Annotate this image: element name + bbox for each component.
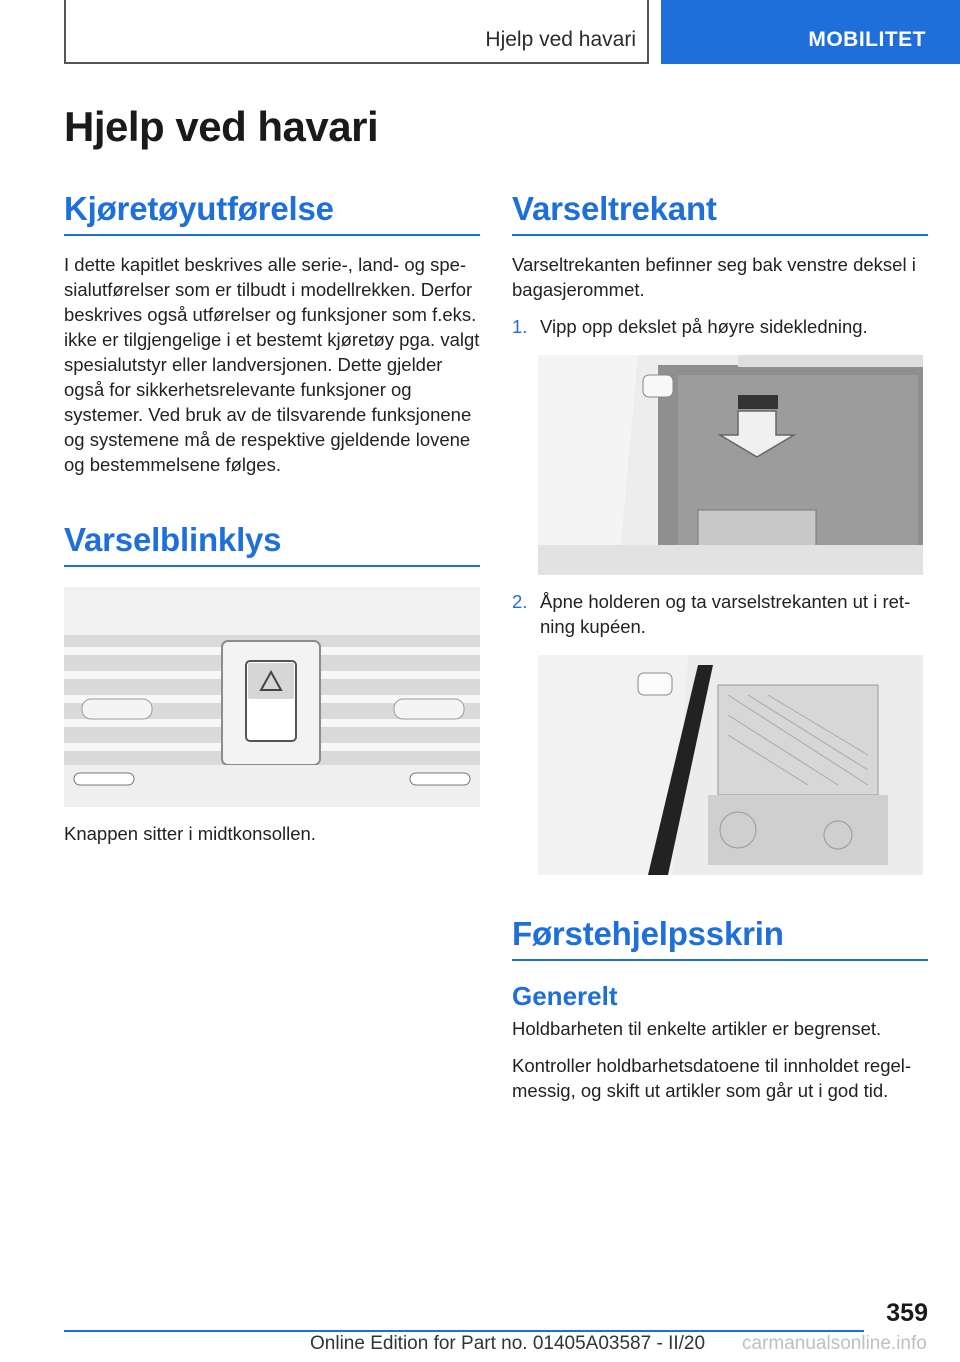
heading-hazard-lights: Varselblinklys — [64, 521, 480, 567]
footer-rule — [64, 1330, 864, 1332]
header-section-title: Hjelp ved havari — [485, 28, 636, 51]
page-title: Hjelp ved havari — [64, 103, 379, 150]
right-column — [512, 190, 928, 1103]
hazard-button-illustration — [64, 587, 480, 807]
left-column — [64, 190, 480, 846]
first-aid-shelf-life: Holdbarheten til enkelte artikler er begrenset. — [512, 1018, 882, 1039]
step-1-text: Vipp opp dekslet på høyre sidekledning. — [540, 316, 868, 337]
triangle-holder-illustration — [538, 655, 923, 875]
heading-vehicle-version: Kjøretøyutførelse — [64, 190, 480, 236]
vehicle-version-text: I dette kapitlet beskrives alle serie-, land- og spesialutførelser som er tilbudt i modellrekken. Derfor beskrives også utførelser og funksjoner som f.eks. ikke er tilgjengelige i et bestemt kjøretøy pga. valgt spesialutstyr eller landversjonen. Dette gjelder også for sikkerhetsrelevante funksjoner og systemer. Ved bruk av de tilsvarende funksjonene og systemene må de respektive gjeldende lovene og bestemmelsene følges. — [64, 254, 480, 475]
hazard-button-caption: Knappen sitter i midtkonsollen. — [64, 823, 316, 844]
page-number: 359 — [886, 1299, 928, 1327]
heading-first-aid-kit: Førstehjelpsskrin — [512, 915, 928, 961]
header-chapter-label: MOBILITET — [808, 28, 926, 51]
side-trim-cover-illustration — [538, 355, 923, 575]
step-2-number: 2. — [512, 591, 528, 612]
warning-triangle-steps-cont — [512, 589, 928, 639]
warning-triangle-intro: Varseltrekanten befinner seg bak venstre deksel i bagasjerommet. — [512, 254, 916, 300]
watermark: carmanualsonline.info — [742, 1333, 927, 1354]
step-2-text: Åpne holderen og ta varselstrekanten ut i retning kupéen. — [540, 591, 911, 637]
heading-general: Generelt — [512, 981, 618, 1011]
warning-triangle-steps — [512, 314, 928, 339]
header-chapter-tab — [661, 0, 960, 64]
step-2 — [512, 589, 928, 639]
heading-warning-triangle: Varseltrekant — [512, 190, 928, 236]
step-1 — [512, 314, 928, 339]
step-1-number: 1. — [512, 316, 528, 337]
edition-line: Online Edition for Part no. 01405A03587 - II/20 — [310, 1333, 706, 1354]
first-aid-check-dates: Kontroller holdbarhetsdatoene til innholdet regelmessig, og skift ut artikler som går ut i god tid. — [512, 1055, 912, 1101]
